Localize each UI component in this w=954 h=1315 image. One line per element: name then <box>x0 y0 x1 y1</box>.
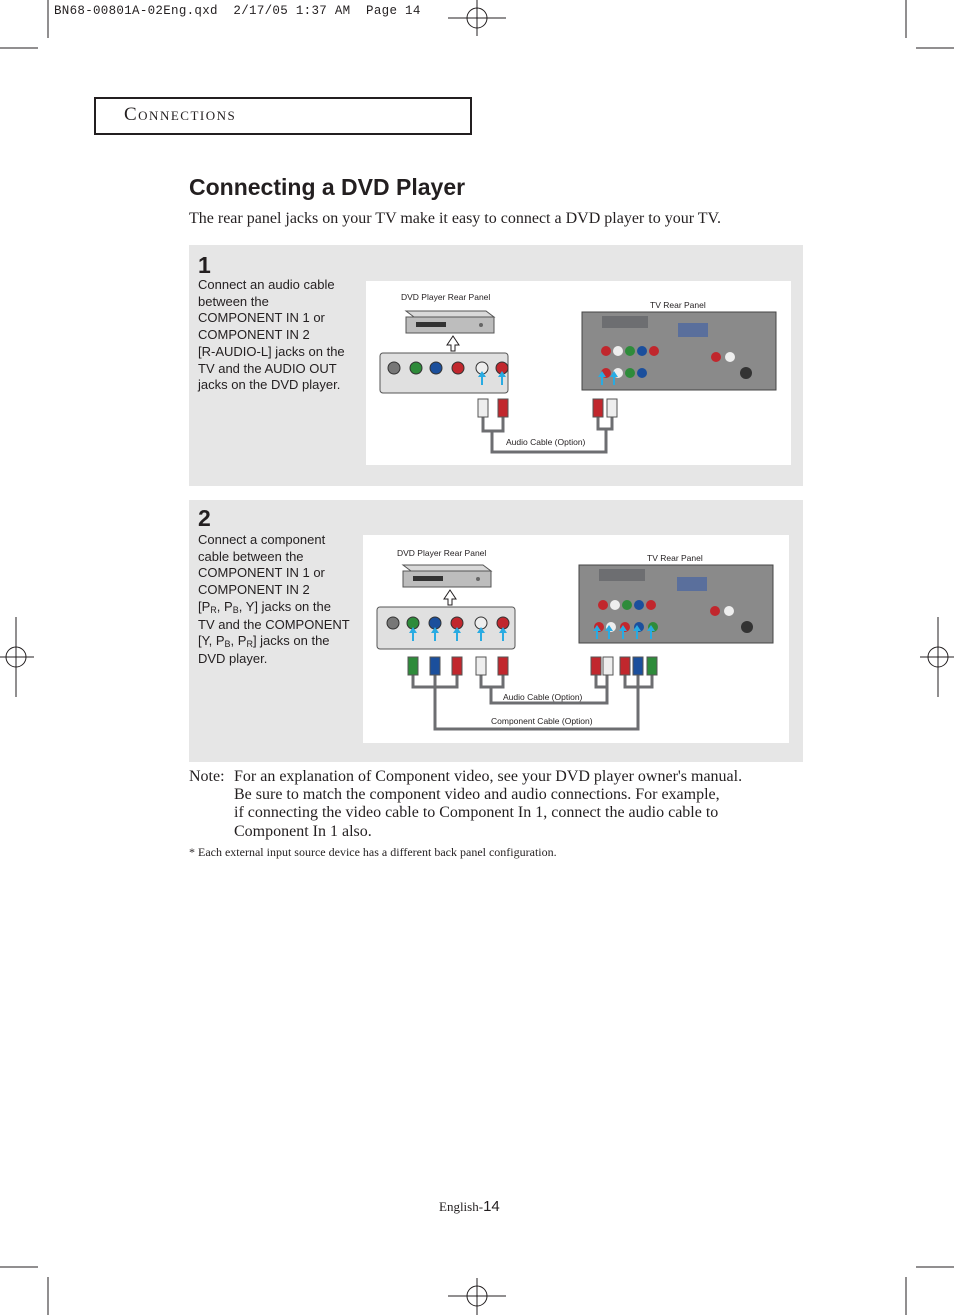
step-1-line: COMPONENT IN 1 or <box>198 310 325 326</box>
step-1-diagram <box>366 281 791 465</box>
step-2-diagram <box>363 535 789 743</box>
step-1-line: jacks on the DVD player. <box>198 377 341 393</box>
tv-rear-panel <box>582 312 776 390</box>
dvd-player-icon <box>406 311 494 333</box>
step-2-line <box>198 633 358 651</box>
tv-rear-panel-label: TV Rear Panel <box>650 300 706 310</box>
step-1-number: 1 <box>198 252 211 278</box>
audio-cable-label: Audio Cable (Option) <box>503 692 583 702</box>
note-line: For an explanation of Component video, see your DVD player owner's manual. <box>234 768 743 785</box>
step-1-instructions <box>198 277 358 394</box>
step-2-number: 2 <box>198 505 211 531</box>
intro-text: The rear panel jacks on your TV make it easy to connect a DVD player to your TV. <box>189 210 721 227</box>
dvd-jack-panel <box>377 607 515 649</box>
step-2-line: Connect a component <box>198 532 326 547</box>
step-2-line: DVD player. <box>198 650 268 666</box>
text-run: , Y] jacks on the <box>238 598 331 614</box>
text-run: B <box>224 639 231 650</box>
step-2-line: COMPONENT IN 1 or <box>198 565 325 581</box>
text-run: [Y, P <box>198 633 225 649</box>
note-body <box>234 768 742 841</box>
plug-green <box>408 657 418 675</box>
step-1-line: Connect an audio cable <box>198 277 335 292</box>
print-slug: BN68-00801A-02Eng.qxd 2/17/05 1:37 AM Page 14 <box>54 4 421 18</box>
plug-green <box>647 657 657 675</box>
step-2-instructions <box>198 532 358 668</box>
plug-white <box>607 399 617 417</box>
text-run: [P <box>198 598 211 614</box>
plug-red <box>591 657 601 675</box>
step-1-line: COMPONENT IN 2 <box>198 327 310 343</box>
plug-blue <box>430 657 440 675</box>
plug-red <box>452 657 462 675</box>
tv-rear-panel-label: TV Rear Panel <box>647 553 703 563</box>
plug-red <box>593 399 603 417</box>
plug-red <box>498 399 508 417</box>
text-run: R <box>246 639 253 650</box>
audio-cable-label: Audio Cable (Option) <box>506 437 586 447</box>
step-2-line <box>198 599 358 617</box>
note-line: Component In 1 also. <box>234 822 372 840</box>
plug-red <box>620 657 630 675</box>
step-2-illustration <box>363 535 789 743</box>
text-run: ] jacks on the <box>252 633 330 649</box>
dvd-jack-panel <box>380 353 508 393</box>
note-line: Be sure to match the component video and audio connections. For example, <box>234 786 720 804</box>
note-block <box>189 768 742 841</box>
step-2-line: TV and the COMPONENT <box>198 616 350 632</box>
page-title: Connecting a DVD Player <box>189 174 466 200</box>
plug-blue <box>633 657 643 675</box>
footnote: * Each external input source device has a different back panel configuration. <box>189 845 557 859</box>
text-run: B <box>232 604 239 615</box>
step-1-line: between the <box>198 293 269 309</box>
arrow-icon <box>444 590 456 605</box>
dvd-player-icon <box>403 565 491 587</box>
component-cable-label: Component Cable (Option) <box>491 716 593 726</box>
arrow-icon <box>447 336 459 351</box>
section-header: Connections <box>124 104 237 125</box>
page-number-value: 14 <box>483 1198 500 1215</box>
note-row <box>189 768 742 841</box>
step-1-line: TV and the AUDIO OUT <box>198 360 337 376</box>
page-number <box>439 1198 500 1215</box>
plug-white <box>476 657 486 675</box>
step-2-line: COMPONENT IN 2 <box>198 582 310 598</box>
dvd-rear-panel-label: DVD Player Rear Panel <box>397 548 487 558</box>
step-1-illustration <box>366 281 791 465</box>
plug-white <box>478 399 488 417</box>
plug-red <box>498 657 508 675</box>
dvd-rear-panel-label: DVD Player Rear Panel <box>401 292 491 302</box>
text-run: R <box>210 604 217 615</box>
step-2-line: cable between the <box>198 548 304 564</box>
plug-white <box>603 657 613 675</box>
note-label: Note: <box>189 768 225 785</box>
text-run: , P <box>230 633 247 649</box>
note-line: if connecting the video cable to Component In 1, connect the audio cable to <box>234 804 719 822</box>
page-prefix: English- <box>439 1199 484 1214</box>
step-1-line: [R-AUDIO-L] jacks on the <box>198 343 345 359</box>
text-run: , P <box>216 598 233 614</box>
